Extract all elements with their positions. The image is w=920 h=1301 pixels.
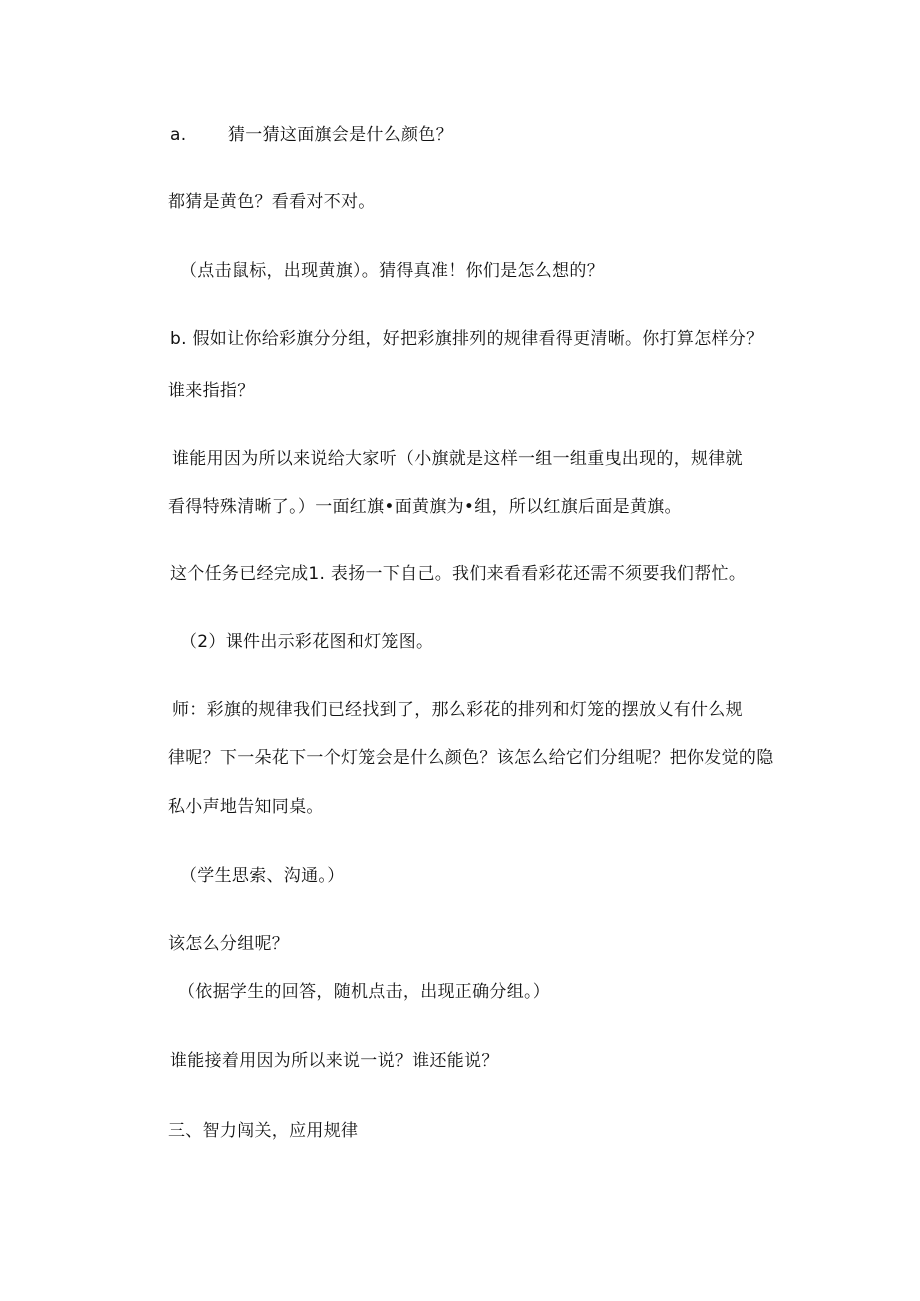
paragraph-line: 这个任务已经完成1. 表扬一下自己。我们来看看彩花还需不须要我们帮忙。 [170,564,747,584]
paragraph-line: 私小声地告知同桌。 [168,797,324,817]
paragraph-line: b. 假如让你给彩旗分分组，好把彩旗排列的规律看得更清晰。你打算怎样分？ [170,329,764,349]
paragraph-line: （2）课件出示彩花图和灯笼图。 [180,632,434,652]
paragraph-line: （点击鼠标，出现黄旗）。猜得真准！你们是怎么想的？ [180,261,604,281]
paragraph-line: 谁能用因为所以来说给大家听（小旗就是这样一组一组重曳出现的，规律就 [172,449,743,469]
section-heading: 三、智力闯关，应用规律 [168,1121,359,1141]
paragraph-line: （依据学生的回答，随机点击，出现正确分组。） [178,982,551,1002]
paragraph-line: 都猜是黄色？看看对不对。 [168,192,376,212]
paragraph-line: 该怎么分组呢？ [168,934,290,954]
paragraph-line: （学生思索、沟通。） [180,866,345,886]
paragraph-line: 谁来指指？ [168,381,255,401]
paragraph-line: 律呢？下一朵花下一个灯笼会是什么颜色？该怎么给它们分组呢？把你发觉的隐 [168,748,774,768]
paragraph-line: 师：彩旗的规律我们已经找到了，那么彩花的排列和灯笼的摆放乂有什么规 [172,700,743,720]
list-marker-a: a. [170,125,187,145]
paragraph-line: 猜一猜这面旗会是什么颜色？ [228,125,453,145]
paragraph-line: 谁能接着用因为所以来说一说？谁还能说？ [170,1051,499,1071]
paragraph-line: 看得特殊清晰了。）一面红旗•面黄旗为•组，所以红旗后面是黄旗。 [168,497,682,517]
